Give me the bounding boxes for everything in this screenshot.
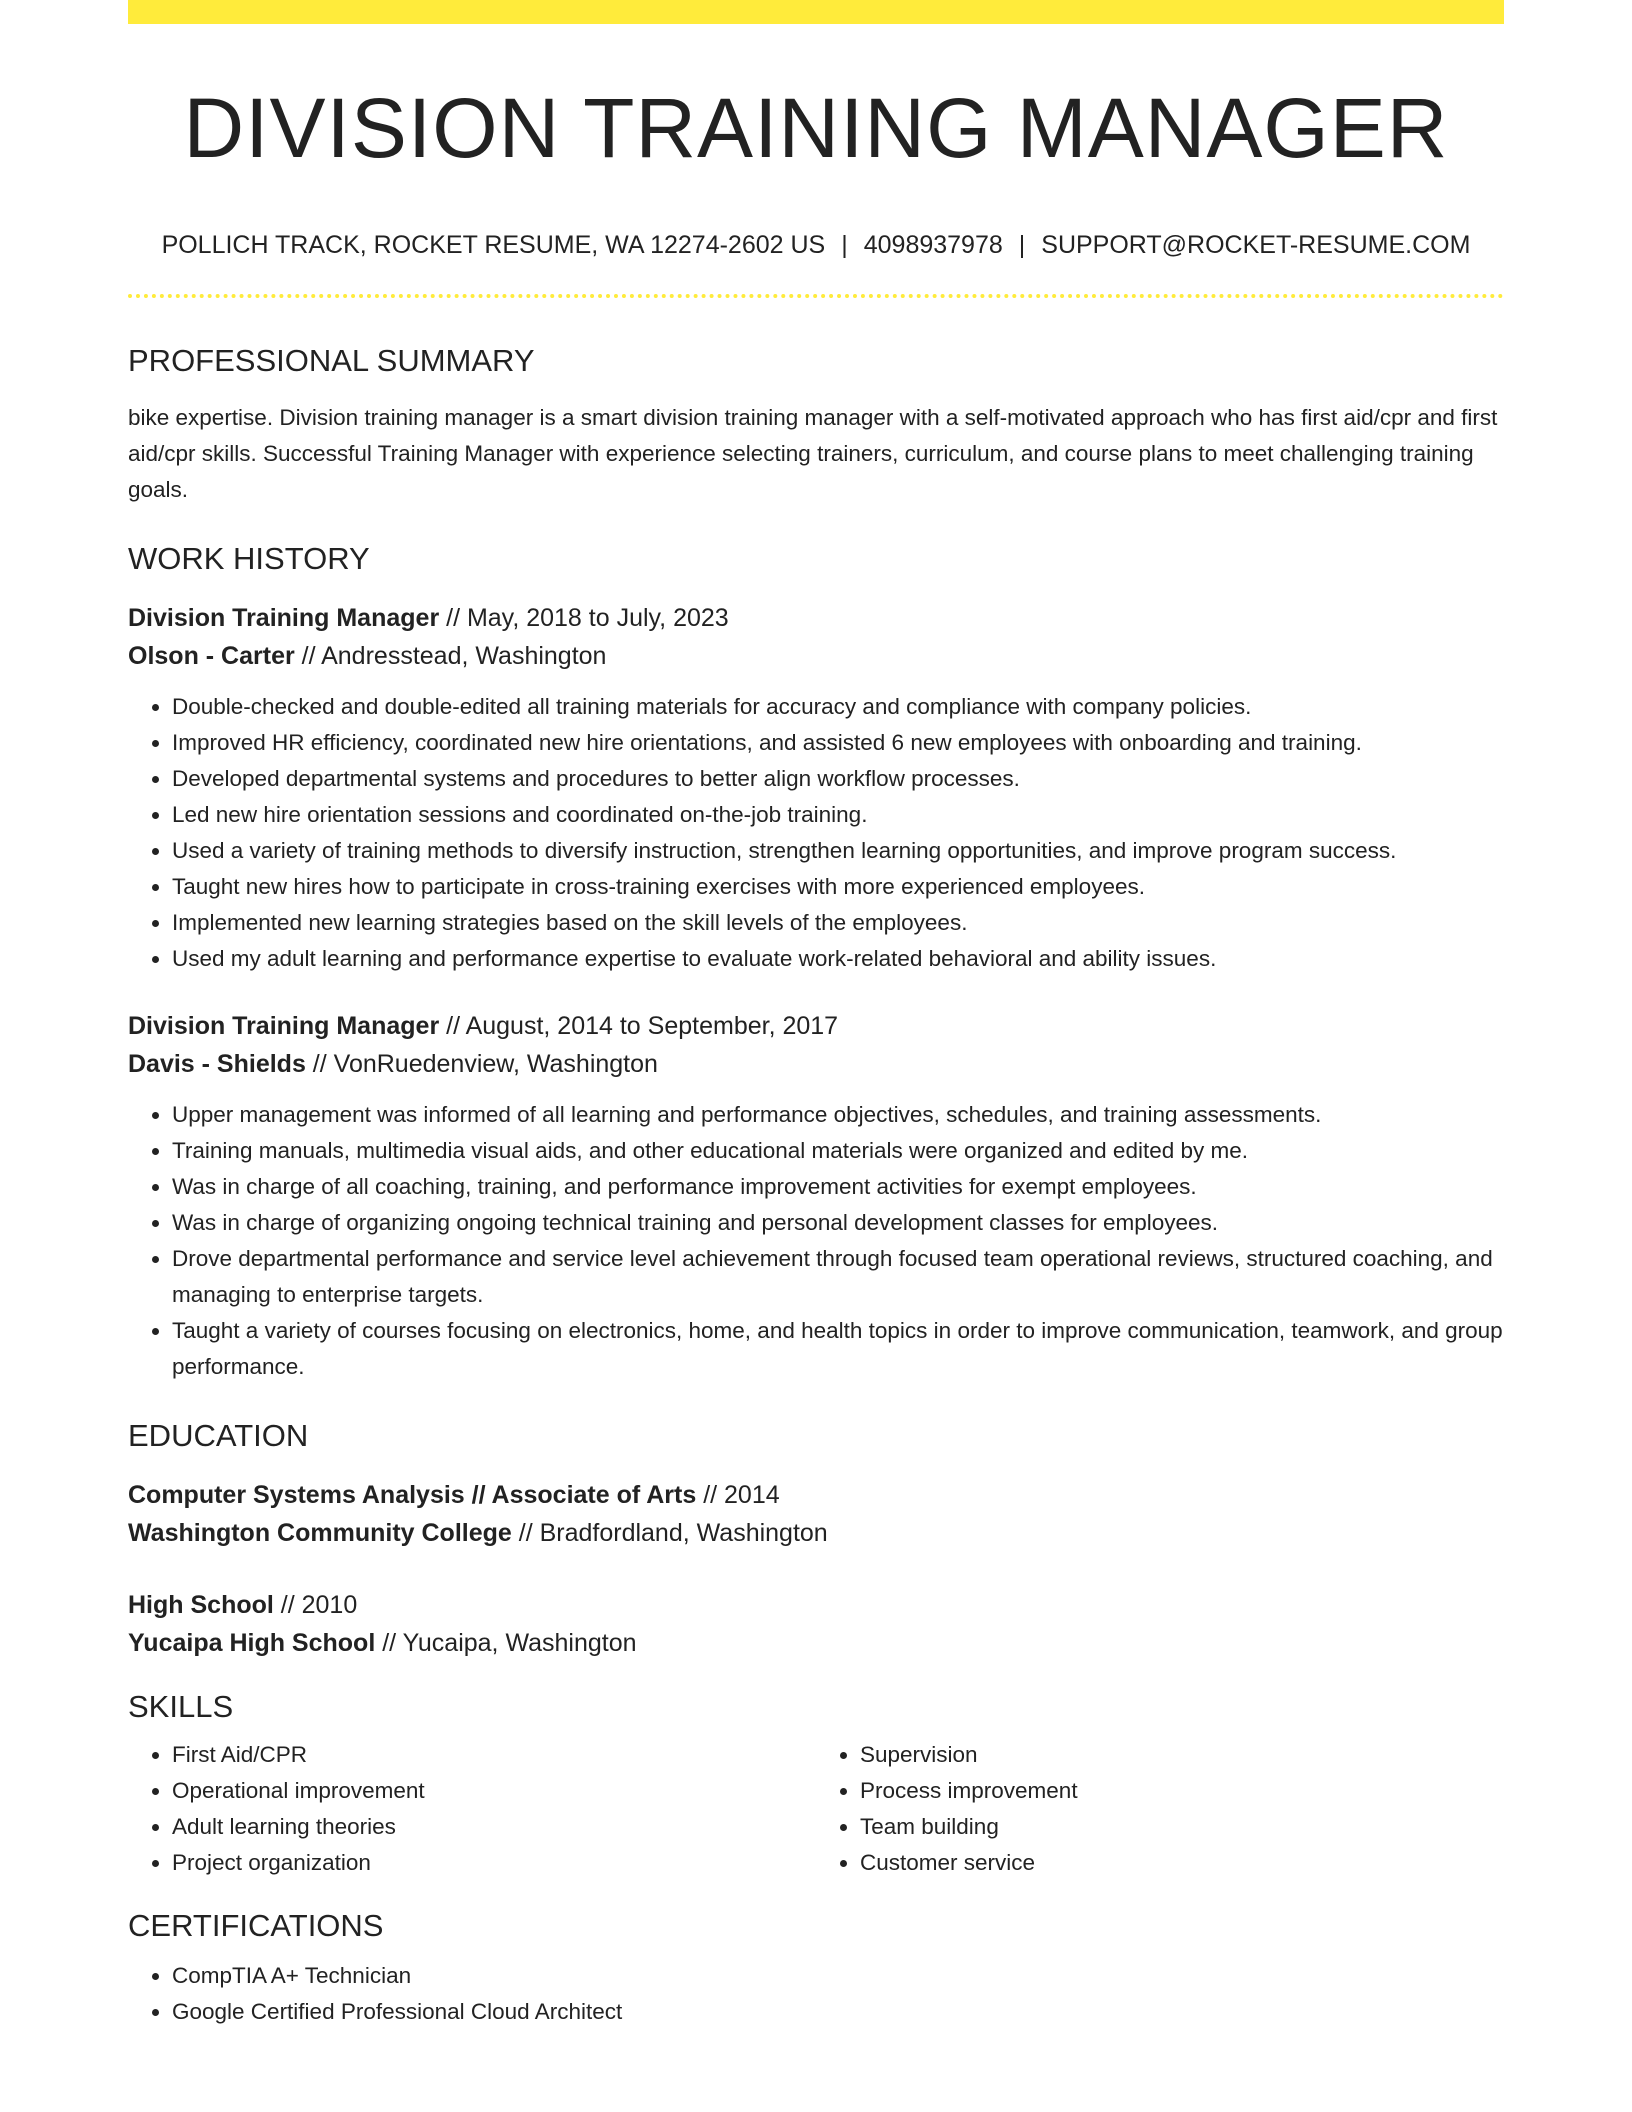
education-degree-line — [128, 1476, 1504, 1514]
job-title-line — [128, 1007, 1504, 1045]
summary-text: bike expertise. Division training manager is a smart division training manager with a self-motivated approach who has first aid/cpr and first aid/cpr skills. Successful Training Manager with experience selecting trainers, curriculum, and course plans to meet challenging training goals. — [128, 404, 1498, 502]
list-item: • Was in charge of all coaching, training, and performance improvement activities for exempt employees. — [172, 1169, 1504, 1205]
education-year: // 2010 — [273, 1590, 358, 1619]
education-degree-line — [128, 1586, 1504, 1624]
contact-line — [128, 230, 1504, 260]
skills-title: SKILLS — [128, 1688, 234, 1724]
education-location: // Bradfordland, Washington — [511, 1518, 828, 1547]
list-item: • Double-checked and double-edited all training materials for accuracy and compliance with company policies. — [172, 689, 1504, 725]
resume-name: DIVISION TRAINING MANAGER — [183, 81, 1449, 175]
job-title-line — [128, 599, 1504, 637]
job-company: Olson - Carter — [128, 641, 295, 670]
list-item: • Adult learning theories — [172, 1809, 816, 1845]
education-degree: Computer Systems Analysis // Associate of Arts — [128, 1480, 697, 1509]
list-item: • Implemented new learning strategies based on the skill levels of the employees. — [172, 905, 1504, 941]
skills-right-column — [816, 1737, 1504, 1881]
job-location: // Andresstead, Washington — [294, 641, 607, 670]
job-role: Division Training Manager — [128, 603, 440, 632]
job-dates: // May, 2018 to July, 2023 — [439, 603, 729, 632]
education-title: EDUCATION — [128, 1417, 309, 1453]
job-role: Division Training Manager — [128, 1011, 440, 1040]
resume-page — [128, 0, 1504, 2030]
list-item: • Used my adult learning and performance expertise to evaluate work-related behavioral and ability issues. — [172, 941, 1504, 977]
header-divider — [128, 294, 1504, 298]
job-entry — [128, 599, 1504, 977]
list-item: • Operational improvement — [172, 1773, 816, 1809]
education-school-line — [128, 1624, 1504, 1662]
education-degree: High School — [128, 1590, 274, 1619]
list-item: • Taught new hires how to participate in cross-training exercises with more experienced employees. — [172, 869, 1504, 905]
job-company-line — [128, 637, 1504, 675]
top-accent-bar — [128, 0, 1504, 24]
job-location: // VonRuedenview, Washington — [305, 1049, 658, 1078]
list-item: • Used a variety of training methods to diversify instruction, strengthen learning opportunities, and improve program success. — [172, 833, 1504, 869]
summary-title: PROFESSIONAL SUMMARY — [128, 343, 535, 379]
list-item: • Project organization — [172, 1845, 816, 1881]
contact-separator: | — [841, 231, 848, 260]
contact-separator: | — [1018, 231, 1026, 260]
job-company-line — [128, 1045, 1504, 1083]
list-item: • Team building — [860, 1809, 1504, 1845]
education-year: // 2014 — [696, 1480, 780, 1509]
list-item: • Taught a variety of courses focusing on electronics, home, and health topics in order to improve communication, teamwork, and group performance. — [172, 1313, 1504, 1385]
list-item: • Was in charge of organizing ongoing technical training and personal development classes for employees. — [172, 1205, 1504, 1241]
education-school: Washington Community College — [128, 1518, 512, 1547]
job-bullets — [128, 689, 1504, 977]
contact-phone[interactable]: 4098937978 — [863, 231, 1003, 260]
contact-email[interactable]: SUPPORT@ROCKET-RESUME.COM — [1041, 231, 1471, 260]
list-item: • Led new hire orientation sessions and coordinated on-the-job training. — [172, 797, 1504, 833]
education-location: // Yucaipa, Washington — [375, 1628, 637, 1657]
job-dates: // August, 2014 to September, 2017 — [439, 1011, 839, 1040]
list-item: • Customer service — [860, 1845, 1504, 1881]
list-item: • Improved HR efficiency, coordinated new hire orientations, and assisted 6 new employees with onboarding and training. — [172, 725, 1504, 761]
list-item: • Google Certified Professional Cloud Architect — [172, 1994, 1504, 2030]
certifications-list — [128, 1958, 1504, 2030]
list-item: • Developed departmental systems and procedures to better align workflow processes. — [172, 761, 1504, 797]
list-item: • First Aid/CPR — [172, 1737, 816, 1773]
education-school-line — [128, 1514, 1504, 1552]
work-history-title: WORK HISTORY — [128, 540, 370, 576]
list-item: • Process improvement — [860, 1773, 1504, 1809]
job-entry — [128, 1007, 1504, 1385]
skills-columns — [128, 1737, 1504, 1881]
list-item: • CompTIA A+ Technician — [172, 1958, 1504, 1994]
skills-left-column — [128, 1737, 816, 1881]
list-item: • Upper management was informed of all learning and performance objectives, schedules, and training assessments. — [172, 1097, 1504, 1133]
certifications-title: CERTIFICATIONS — [128, 1908, 384, 1944]
job-company: Davis - Shields — [128, 1049, 306, 1078]
education-entry — [128, 1586, 1504, 1662]
job-bullets — [128, 1097, 1504, 1385]
list-item: • Drove departmental performance and service level achievement through focused team operational reviews, structured coaching, and managing to enterprise targets. — [172, 1241, 1504, 1313]
education-entry — [128, 1476, 1504, 1552]
contact-address: POLLICH TRACK, ROCKET RESUME, WA 12274-2602 US — [161, 231, 826, 260]
list-item: • Training manuals, multimedia visual aids, and other educational materials were organized and edited by me. — [172, 1133, 1504, 1169]
education-school: Yucaipa High School — [128, 1628, 376, 1657]
list-item: • Supervision — [860, 1737, 1504, 1773]
